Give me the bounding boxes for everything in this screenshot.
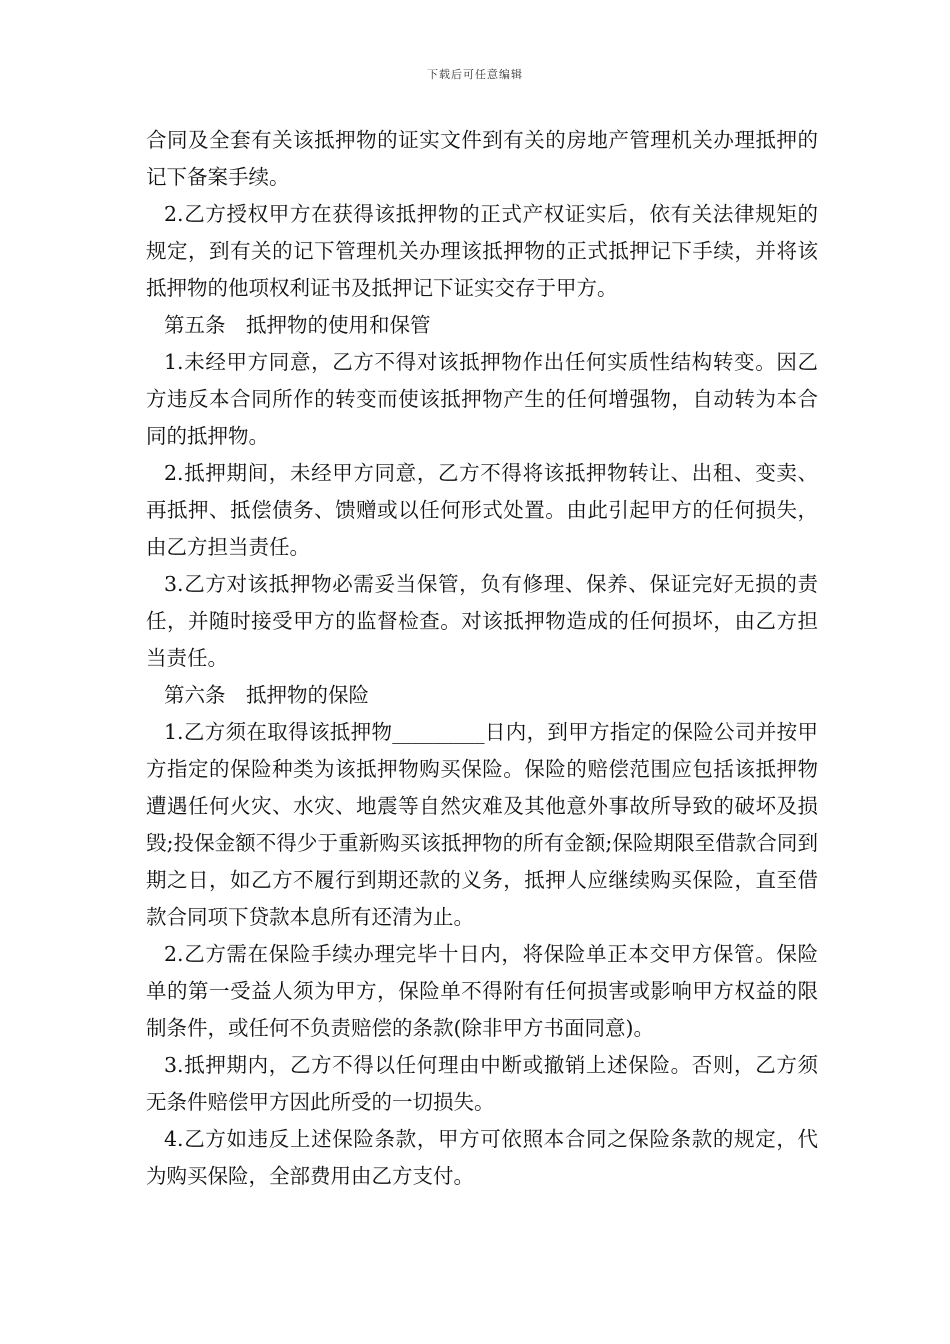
page-header: 下载后可任意编辑 bbox=[427, 68, 523, 81]
clause-6-item-3: 3.抵押期内，乙方不得以任何理由中断或撤销上述保险。否则，乙方须无条件赔偿甲方因此所受的一切损失。 bbox=[146, 1053, 818, 1114]
paragraph-continued: 合同及全套有关该抵押物的证实文件到有关的房地产管理机关办理抵押的记下备案手续。 bbox=[146, 128, 818, 189]
clause-5-item-3: 3.乙方对该抵押物必需妥当保管，负有修理、保养、保证完好无损的责任，并随时接受甲方的监督检查。对该抵押物造成的任何损坏，由乙方担当责任。 bbox=[146, 572, 818, 670]
article-5-heading: 第五条 抵押物的使用和保管 bbox=[164, 313, 431, 337]
clause-4-item-2: 2.乙方授权甲方在获得该抵押物的正式产权证实后，依有关法律规矩的规定，到有关的记下管理机关办理该抵押物的正式抵押记下手续，并将该抵押物的他项权利证书及抵押记下证实交存于甲方。 bbox=[146, 202, 818, 300]
article-6-heading: 第六条 抵押物的保险 bbox=[164, 683, 369, 707]
clause-6-item-4: 4.乙方如违反上述保险条款，甲方可依照本合同之保险条款的规定，代为购买保险，全部费用由乙方支付。 bbox=[146, 1127, 818, 1188]
document-body bbox=[146, 122, 818, 1195]
clause-5-item-1: 1.未经甲方同意，乙方不得对该抵押物作出任何实质性结构转变。因乙方违反本合同所作的转变而使该抵押物产生的任何增强物，自动转为本合同的抵押物。 bbox=[146, 350, 818, 448]
clause-6-item-2: 2.乙方需在保险手续办理完毕十日内，将保险单正本交甲方保管。保险单的第一受益人须为甲方，保险单不得附有任何损害或影响甲方权益的限制条件，或任何不负责赔偿的条款(除非甲方书面同意)。 bbox=[146, 942, 818, 1040]
clause-6-item-1: 1.乙方须在取得该抵押物_________日内，到甲方指定的保险公司并按甲方指定的保险种类为该抵押物购买保险。保险的赔偿范围应包括该抵押物遭遇任何火灾、水灾、地震等自然灾难及其他意外事故所导致的破坏及损毁;投保金额不得少于重新购买该抵押物的所有金额;保险期限至借款合同到期之日，如乙方不履行到期还款的义务，抵押人应继续购买保险，直至借款合同项下贷款本息所有还清为止。 bbox=[146, 720, 818, 929]
clause-5-item-2: 2.抵押期间，未经甲方同意，乙方不得将该抵押物转让、出租、变卖、再抵押、抵偿债务、馈赠或以任何形式处置。由此引起甲方的任何损失，由乙方担当责任。 bbox=[146, 461, 818, 559]
